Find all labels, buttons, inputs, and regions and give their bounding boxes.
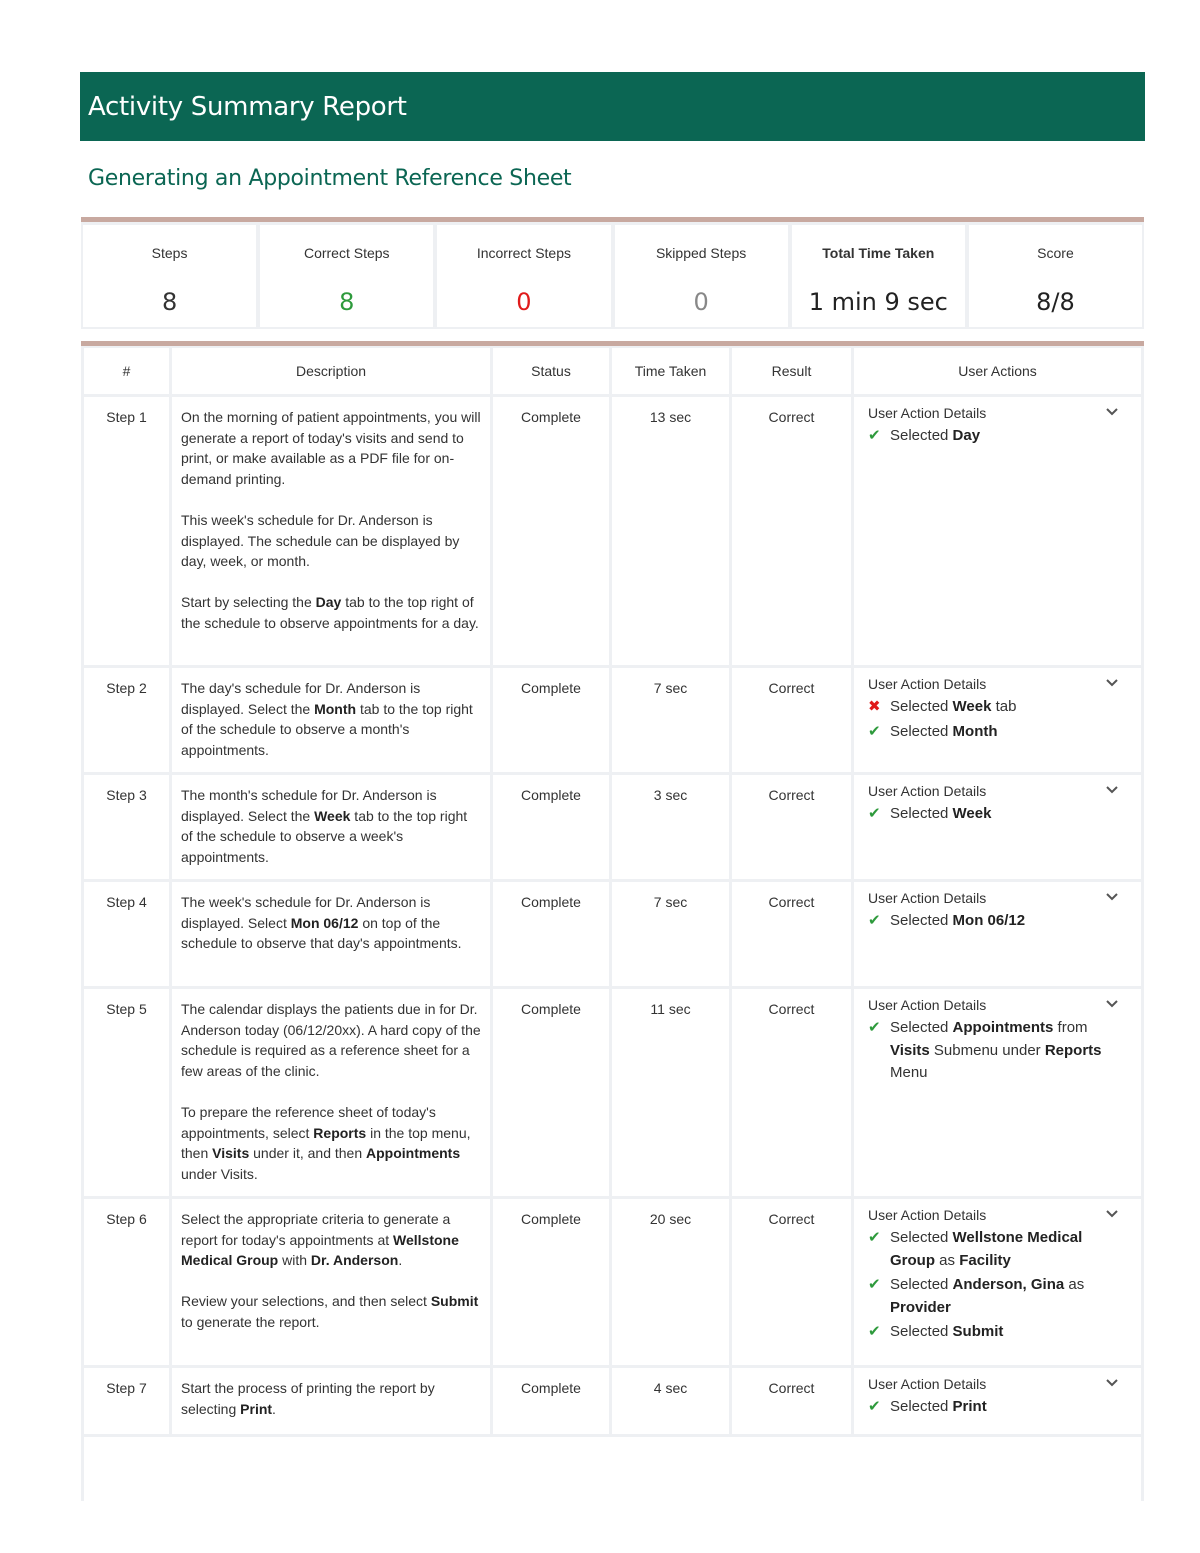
stat-label: Incorrect Steps <box>476 245 571 261</box>
stat-label: Skipped Steps <box>655 245 747 261</box>
stat-value: 8 <box>339 288 355 316</box>
user-actions-cell <box>854 989 1141 1196</box>
col-header-user-actions: User Actions <box>854 348 1141 394</box>
description-paragraph <box>181 1291 482 1332</box>
step-number: Step 4 <box>84 882 169 986</box>
step-number: Step 2 <box>84 668 169 772</box>
step-description <box>172 1199 490 1365</box>
activity-title: Generating an Appointment Reference Sheet <box>88 166 572 191</box>
text: To prepare the reference sheet of today's appointments, select <box>181 1103 436 1141</box>
step-status: Complete <box>493 775 609 879</box>
step-result: Correct <box>732 668 851 772</box>
bold-text: Week <box>952 805 992 822</box>
chevron-down-icon[interactable] <box>1105 407 1119 417</box>
table-row <box>84 1368 1141 1434</box>
bold-text: Month <box>952 722 998 740</box>
step-number: Step 7 <box>84 1368 169 1434</box>
bold-text: Dr. Anderson <box>310 1252 399 1269</box>
cross-icon: ✖ <box>868 698 881 715</box>
check-icon: ✔ <box>868 805 881 822</box>
bold-text: Provider <box>890 1298 951 1316</box>
col-header-description: Description <box>172 348 490 394</box>
table-row <box>84 989 1141 1196</box>
col-header-result: Result <box>732 348 851 394</box>
step-result: Correct <box>732 882 851 986</box>
table-row-partial <box>84 1437 1141 1507</box>
description-paragraph <box>181 785 482 867</box>
chevron-down-icon[interactable] <box>1105 1209 1119 1219</box>
user-action-item <box>868 910 1131 933</box>
col-header-time-taken: Time Taken <box>612 348 729 394</box>
step-result: Correct <box>732 397 851 665</box>
table-row <box>84 668 1141 772</box>
stat-total-time <box>792 225 965 327</box>
chevron-down-icon[interactable] <box>1105 999 1119 1009</box>
step-number: Step 5 <box>84 989 169 1196</box>
text: Selected <box>890 1323 953 1341</box>
step-status: Complete <box>493 989 609 1196</box>
step-description <box>172 1368 490 1434</box>
text: The day's schedule for Dr. Anderson is displayed. Select the <box>181 680 421 717</box>
description-paragraph <box>181 1209 482 1271</box>
text: Selected <box>890 1019 953 1036</box>
user-actions-cell <box>854 1368 1141 1434</box>
chevron-down-icon[interactable] <box>1105 678 1119 688</box>
text: with <box>278 1252 311 1269</box>
text: . <box>398 1252 403 1269</box>
text: as <box>935 1251 960 1269</box>
step-time: 20 sec <box>612 1199 729 1365</box>
user-actions-cell <box>854 397 1141 665</box>
chevron-down-icon[interactable] <box>1105 785 1119 795</box>
stat-value: 8/8 <box>1036 288 1075 316</box>
user-actions-cell <box>854 1199 1141 1365</box>
stat-value: 1 min 9 sec <box>808 288 948 316</box>
text: Selected <box>890 1276 953 1294</box>
step-description <box>172 775 490 879</box>
report-title: Activity Summary Report <box>88 92 407 122</box>
bold-text: Reports <box>1044 1041 1102 1059</box>
bold-text: Print <box>952 1398 987 1415</box>
stat-value: 0 <box>693 288 709 316</box>
text: . <box>272 1400 276 1417</box>
step-description <box>172 882 490 986</box>
check-icon: ✔ <box>868 1323 881 1341</box>
table-row <box>84 775 1141 879</box>
text: Selected <box>890 427 953 444</box>
step-number: Step 6 <box>84 1199 169 1365</box>
col-header-number: # <box>84 348 169 394</box>
user-action-item <box>868 1227 1131 1272</box>
bold-text: Facility <box>959 1251 1011 1269</box>
description-paragraph: On the morning of patient appointments, you will generate a report of today's visits and send to print, or make available as a PDF file for on-demand printing. <box>181 409 481 487</box>
check-icon: ✔ <box>868 1398 881 1415</box>
description-paragraph <box>181 1102 482 1184</box>
bold-text: Appointments <box>952 1019 1054 1036</box>
summary-stats <box>81 217 1144 329</box>
user-action-item <box>868 1396 1131 1419</box>
bold-text: Visits <box>890 1041 930 1059</box>
user-action-item <box>868 425 1131 448</box>
user-action-details-label: User Action Details <box>868 997 987 1013</box>
step-time: 4 sec <box>612 1368 729 1434</box>
stat-score <box>969 225 1142 327</box>
step-time: 13 sec <box>612 397 729 665</box>
text: in the top menu, then <box>181 1124 471 1162</box>
text: The month's schedule for Dr. Anderson is displayed. Select the <box>181 787 437 824</box>
report-header <box>80 72 1145 141</box>
bold-text: Submit <box>430 1293 479 1310</box>
text: Select the appropriate criteria to generate a report for today's appointments at <box>181 1211 451 1248</box>
table-header-row <box>84 348 1141 394</box>
user-action-item <box>868 1321 1131 1344</box>
text: tab to the top right of the schedule to observe a month's appointments. <box>181 700 473 758</box>
empty-cell <box>84 1437 1141 1507</box>
bold-text: Week <box>314 807 351 824</box>
user-action-details-label: User Action Details <box>868 1207 987 1223</box>
stat-skipped-steps <box>615 225 788 327</box>
text: from <box>1053 1019 1088 1036</box>
step-result: Correct <box>732 1368 851 1434</box>
stat-value: 0 <box>516 288 532 316</box>
check-icon: ✔ <box>868 912 881 929</box>
check-icon: ✔ <box>868 722 881 740</box>
text: Selected <box>890 1398 953 1415</box>
text: Menu <box>890 1064 928 1082</box>
bold-text: Day <box>315 594 342 611</box>
text: Selected <box>890 722 953 740</box>
steps-table <box>81 345 1144 1510</box>
check-icon: ✔ <box>868 1276 881 1294</box>
user-actions-cell <box>854 882 1141 986</box>
user-action-details-label: User Action Details <box>868 783 987 799</box>
bold-text: Visits <box>212 1145 250 1162</box>
bold-text: Month <box>314 700 357 717</box>
bold-text: Mon 06/12 <box>290 914 359 931</box>
text: Review your selections, and then select <box>181 1293 431 1310</box>
user-action-details-label: User Action Details <box>868 405 987 421</box>
description-paragraph <box>181 892 482 954</box>
stat-label: Correct Steps <box>303 245 390 261</box>
text: on top of the schedule to observe that day's appointments. <box>181 914 462 952</box>
step-status: Complete <box>493 1368 609 1434</box>
user-actions-cell <box>854 775 1141 879</box>
bold-text: Week <box>952 698 992 715</box>
bold-text: Submit <box>952 1323 1004 1341</box>
table-row <box>84 1199 1141 1365</box>
check-icon: ✔ <box>868 1229 881 1246</box>
stat-correct-steps <box>260 225 433 327</box>
text: to generate the report. <box>181 1313 320 1330</box>
col-header-status: Status <box>493 348 609 394</box>
user-action-details-label: User Action Details <box>868 1376 987 1392</box>
stat-incorrect-steps <box>437 225 610 327</box>
step-time: 7 sec <box>612 668 729 772</box>
step-status: Complete <box>493 668 609 772</box>
user-action-details-label: User Action Details <box>868 676 987 692</box>
bold-text: Wellstone Medical Group <box>181 1231 459 1269</box>
step-description <box>172 397 490 665</box>
bold-text: Mon 06/12 <box>952 912 1026 929</box>
bold-text: Appointments <box>366 1145 461 1162</box>
stat-label: Score <box>1037 245 1074 261</box>
bold-text: Wellstone Medical Group <box>890 1229 1083 1269</box>
user-action-item <box>868 803 1131 826</box>
bold-text: Print <box>240 1400 273 1417</box>
bold-text: Day <box>952 427 981 444</box>
step-time: 7 sec <box>612 882 729 986</box>
step-status: Complete <box>493 397 609 665</box>
step-description <box>172 989 490 1196</box>
stat-label: Steps <box>151 245 188 261</box>
steps-table-container <box>81 341 1144 1501</box>
step-status: Complete <box>493 882 609 986</box>
stat-value: 8 <box>161 288 178 316</box>
step-time: 3 sec <box>612 775 729 879</box>
text: Start by selecting the <box>181 594 316 611</box>
description-paragraph: This week's schedule for Dr. Anderson is displayed. The schedule can be displayed by day, week, or month. <box>181 511 460 570</box>
text: tab to the top right of the schedule to observe appointments for a day. <box>181 594 479 631</box>
text: Selected <box>890 698 953 715</box>
text: The week's schedule for Dr. Anderson is displayed. Select <box>181 894 431 931</box>
description-paragraph: The calendar displays the patients due in for Dr. Anderson today (06/12/20xx). A hard copy of the schedule is required as a reference sheet for a few areas of the clinic. <box>181 1001 481 1079</box>
user-action-item <box>868 721 1131 744</box>
step-status: Complete <box>493 1199 609 1365</box>
bold-text: Anderson, Gina <box>952 1276 1065 1294</box>
step-number: Step 3 <box>84 775 169 879</box>
text: tab <box>991 698 1017 715</box>
table-row <box>84 397 1141 665</box>
step-result: Correct <box>732 989 851 1196</box>
text: as <box>1064 1276 1085 1294</box>
text: Submenu under <box>929 1041 1045 1059</box>
table-row <box>84 882 1141 986</box>
step-result: Correct <box>732 775 851 879</box>
text: tab to the top right of the schedule to observe a week's appointments. <box>181 807 468 865</box>
user-action-item <box>868 1017 1131 1085</box>
description-paragraph <box>181 592 482 633</box>
bold-text: Reports <box>313 1124 367 1141</box>
user-actions-cell <box>854 668 1141 772</box>
text: Selected <box>890 912 953 929</box>
user-action-item <box>868 696 1131 719</box>
description-paragraph <box>181 1378 482 1419</box>
chevron-down-icon[interactable] <box>1105 1378 1119 1388</box>
stat-label: Total Time Taken <box>822 245 935 261</box>
text: Selected <box>890 805 953 822</box>
text: Start the process of printing the report by selecting <box>181 1380 435 1417</box>
step-description <box>172 668 490 772</box>
step-number: Step 1 <box>84 397 169 665</box>
stat-steps <box>83 225 256 327</box>
user-action-details-label: User Action Details <box>868 890 987 906</box>
text: Selected <box>890 1229 953 1246</box>
text: under Visits. <box>181 1165 258 1182</box>
text: under it, and then <box>249 1145 367 1162</box>
check-icon: ✔ <box>868 1019 881 1036</box>
description-paragraph <box>181 678 482 760</box>
step-time: 11 sec <box>612 989 729 1196</box>
chevron-down-icon[interactable] <box>1105 892 1119 902</box>
user-action-item <box>868 1274 1131 1319</box>
check-icon: ✔ <box>868 427 881 444</box>
step-result: Correct <box>732 1199 851 1365</box>
